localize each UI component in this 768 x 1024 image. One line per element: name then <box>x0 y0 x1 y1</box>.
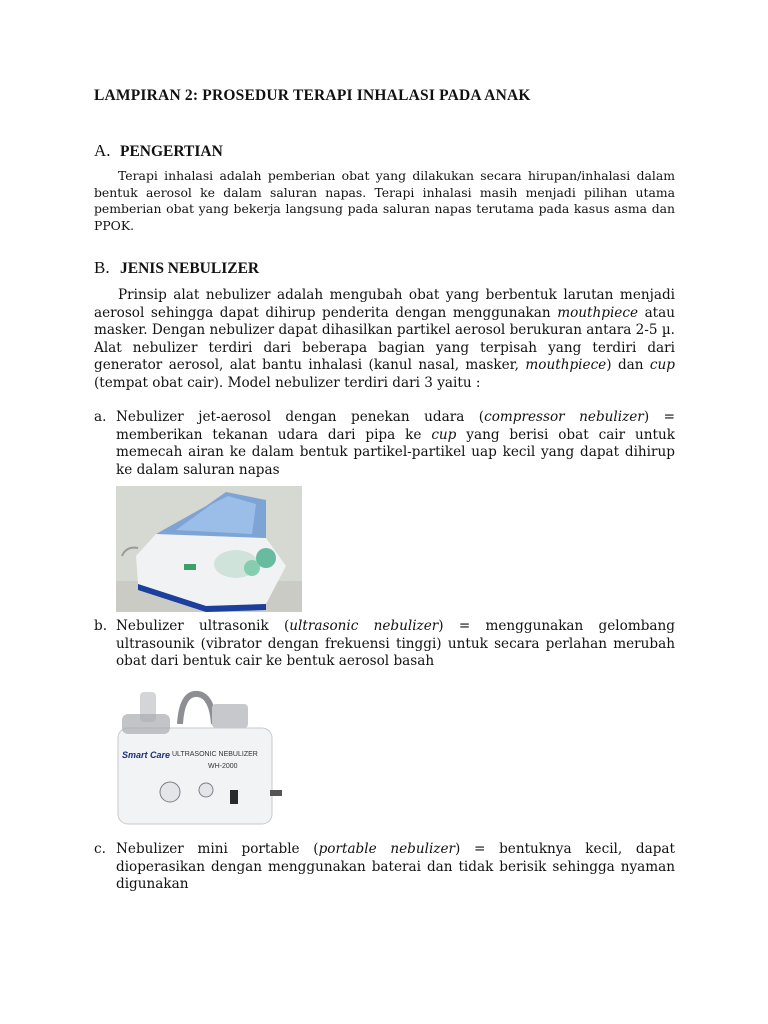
section-b-title: JENIS NEBULIZER <box>120 260 260 277</box>
section-a-letter: A. <box>94 141 111 160</box>
section-b-letter: B. <box>94 258 110 277</box>
ultrasonic-nebulizer-photo <box>116 684 284 826</box>
list-item-a <box>94 409 675 479</box>
compressor-nebulizer-illustration <box>116 486 302 612</box>
model-number-label: WH-2000 <box>208 763 238 770</box>
list-item-text: Nebulizer mini portable (portable nebulizer) = bentuknya kecil, dapat dioperasikan dengan menggunakan baterai dan tidak berisik sehingga nyaman digunakan <box>116 841 675 892</box>
section-a-title: PENGERTIAN <box>120 143 223 160</box>
list-marker: c. <box>94 841 106 857</box>
section-a-paragraph: Terapi inhalasi adalah pemberian obat yang dilakukan secara hirupan/inhalasi dalam bentuk aerosol ke dalam saluran napas. Terapi inhalasi masih menjadi pilihan utama pemberian obat yang bekerja langsung pada saluran napas terutama pada kasus asma dan PPOK. <box>94 168 675 233</box>
compressor-nebulizer-photo <box>116 486 302 612</box>
list-marker: a. <box>94 409 107 425</box>
list-item-c <box>94 841 675 894</box>
document-title: LAMPIRAN 2: PROSEDUR TERAPI INHALASI PADA ANAK <box>94 87 531 104</box>
ultrasonic-nebulizer-illustration <box>116 684 284 826</box>
section-b-paragraph: Prinsip alat nebulizer adalah mengubah obat yang berbentuk larutan menjadi aerosol sehingga dapat dihirup penderita dengan menggunakan mouthpiece atau masker. Dengan nebulizer dapat dihasilkan partikel aerosol berukuran antara 2-5 µ. Alat nebulizer terdiri dari beberapa bagian yang terpisah yang terdiri dari generator aerosol, alat bantu inhalasi (kanul nasal, masker, mouthpiece) dan cup (tempat obat cair). Model nebulizer terdiri dari 3 yaitu : <box>94 287 675 391</box>
section-b-heading <box>94 258 259 278</box>
list-item-text: Nebulizer ultrasonik (ultrasonic nebulizer) = menggunakan gelombang ultrasounik (vibrator dengan frekuensi tinggi) untuk secara perlahan merubah obat dari bentuk cair ke bentuk aerosol basah <box>116 618 675 669</box>
model-title-label: ULTRASONIC NEBULIZER <box>172 751 258 758</box>
brand-label: Smart Care <box>122 750 171 760</box>
list-item-text: Nebulizer jet-aerosol dengan penekan udara (compressor nebulizer) = memberikan tekanan udara dari pipa ke cup yang berisi obat cair untuk memecah airan ke dalam bentuk partikel-partikel uap kecil yang dapat dihirup ke dalam saluran napas <box>116 409 676 478</box>
section-a-heading <box>94 141 223 161</box>
list-item-b <box>94 618 675 671</box>
list-marker: b. <box>94 618 108 634</box>
